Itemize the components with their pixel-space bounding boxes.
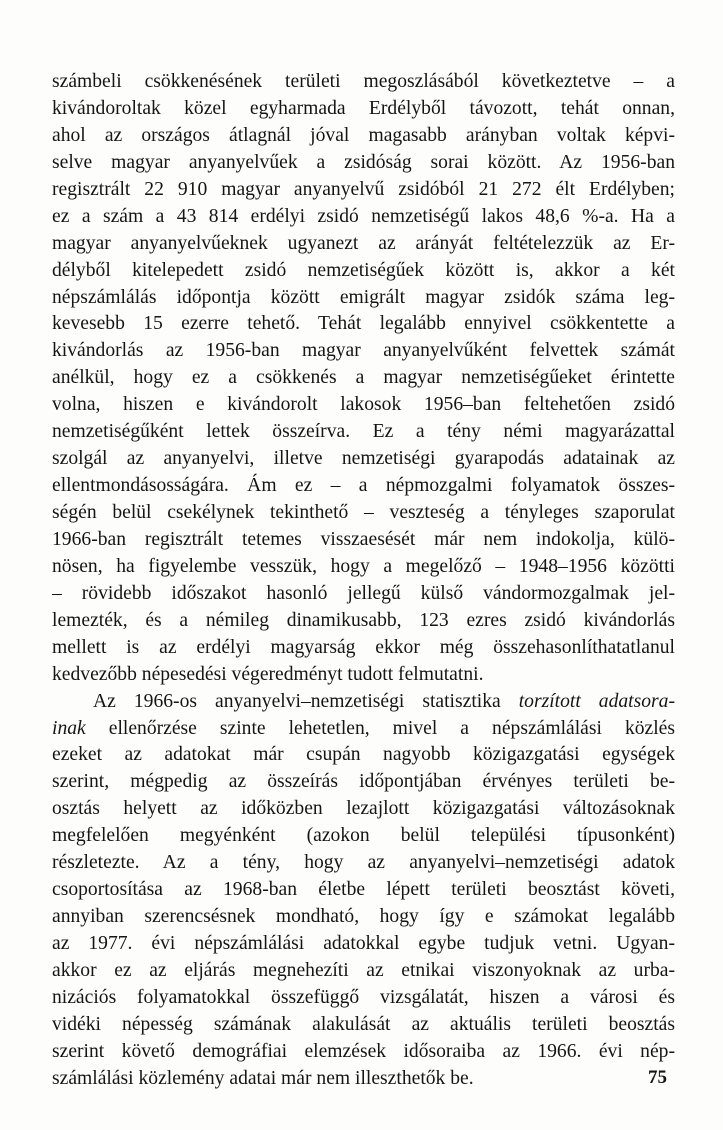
text-line: – rövidebb időszakot hasonló jellegű külső vándormozgalmak jel-: [52, 582, 675, 604]
text-line: népszámlálás időpontja között emigrált magyar zsidók száma leg-: [52, 286, 675, 308]
text-line: 1966-ban regisztrált tetemes visszaesését már nem indokolja, külö-: [52, 528, 675, 550]
text-line: [52, 716, 675, 743]
text-line: osztás helyett az időközben lezajlott közigazgatási változásoknak: [52, 798, 675, 820]
text-line: ez a szám a 43 814 erdélyi zsidó nemzetiségű lakos 48,6 %-a. Ha a: [52, 205, 675, 227]
text-line: kivándoroltak közel egyharmada Erdélyből távozott, tehát onnan,: [52, 97, 675, 119]
text-line: magyar anyanyelvűeknek ugyanezt az arányát feltételezzük az Er-: [52, 232, 675, 254]
text-line: szolgál az anyanyelvi, illetve nemzetiségi gyarapodás adatainak az: [52, 448, 675, 470]
text-line: nösen, ha figyelembe vesszük, hogy a megelőző – 1948–1956 közötti: [52, 555, 675, 577]
text-line: ségén belül csekélynek tekinthető – veszteség a tényleges szaporulat: [52, 502, 675, 523]
text-line: számbeli csökkenésének területi megoszlásából következtetve – a: [52, 71, 675, 92]
text-line: mellett is az erdélyi magyarság ekkor még összehasonlíthatatlanul: [52, 636, 675, 658]
text-line: regisztrált 22 910 magyar anyanyelvű zsidóból 21 272 élt Erdélyben;: [52, 178, 675, 200]
text-line: nemzetiségűként lettek összeírva. Ez a tény némi magyarázattal: [52, 421, 675, 443]
text-line: annyiban szerencsésnek mondható, hogy így e számokat legalább: [52, 906, 675, 928]
emphasis-text: torzított adatsora-: [518, 690, 675, 712]
text-line: kevesebb 15 ezerre tehető. Tehát legalább ennyivel csökkentette a: [52, 313, 675, 335]
paragraph-2: [52, 689, 675, 1093]
text-line: megfelelően megyénként (azokon belül települési típusonként): [52, 825, 675, 847]
text-line: ellentmondásosságára. Ám ez – a népmozgalmi folyamatok összes-: [52, 475, 675, 497]
text-line: anélkül, hogy ez a csökkenés a magyar nemzetiségűeket érintette: [52, 367, 675, 389]
text-line: akkor ez az eljárás megnehezíti az etnikai viszonyoknak az urba-: [52, 959, 675, 981]
text-line: szerint, mégpedig az összeírás időpontjában érvényes területi be-: [52, 771, 675, 793]
text-line: részletezte. Az a tény, hogy az anyanyelvi–nemzetiségi adatok: [52, 852, 675, 874]
text-line: kedvezőbb népesedési végeredményt tudott felmutatni.: [52, 663, 484, 685]
body-text: [52, 69, 675, 1093]
text-line: csoportosítása az 1968-ban életbe lépett területi beosztást követi,: [52, 879, 675, 901]
text-line: szerint követő demográfiai elemzések idősoraiba az 1966. évi nép-: [52, 1040, 675, 1062]
text-segment: ellenőrzése szinte lehetetlen, mivel a népszámlálási közlés: [85, 717, 675, 739]
text-line: ezeket az adatokat már csupán nagyobb közigazgatási egységek: [52, 744, 675, 766]
text-line: kivándorlás az 1956-ban magyar anyanyelvűként felvettek számát: [52, 340, 675, 362]
text-line: számlálási közlemény adatai már nem illeszthetők be.: [52, 1067, 474, 1089]
emphasis-text: inak: [52, 717, 86, 739]
page-number: 75: [648, 1067, 667, 1088]
text-line: délyből kitelepedett zsidó nemzetiségűek között is, akkor a két: [52, 259, 675, 281]
text-line: az 1977. évi népszámlálási adatokkal egybe tudjuk vetni. Ugyan-: [52, 933, 675, 954]
text-line: ahol az országos átlagnál jóval magasabb arányban voltak képvi-: [52, 124, 675, 146]
paragraph-1: [52, 69, 675, 689]
text-line: [52, 689, 675, 716]
text-line: lemezték, és a némileg dinamikusabb, 123 ezres zsidó kivándorlás: [52, 609, 675, 631]
text-line: vidéki népesség számának alakulását az aktuális területi beosztás: [52, 1013, 675, 1035]
text-segment: Az 1966-os anyanyelvi–nemzetiségi statisztika: [93, 690, 519, 712]
text-line: selve magyar anyanyelvűek a zsidóság sorai között. Az 1956-ban: [52, 151, 675, 173]
text-line: nizációs folyamatokkal összefüggő vizsgálatát, hiszen a városi és: [52, 986, 675, 1008]
text-line: volna, hiszen e kivándorolt lakosok 1956–ban feltehetően zsidó: [52, 394, 675, 416]
